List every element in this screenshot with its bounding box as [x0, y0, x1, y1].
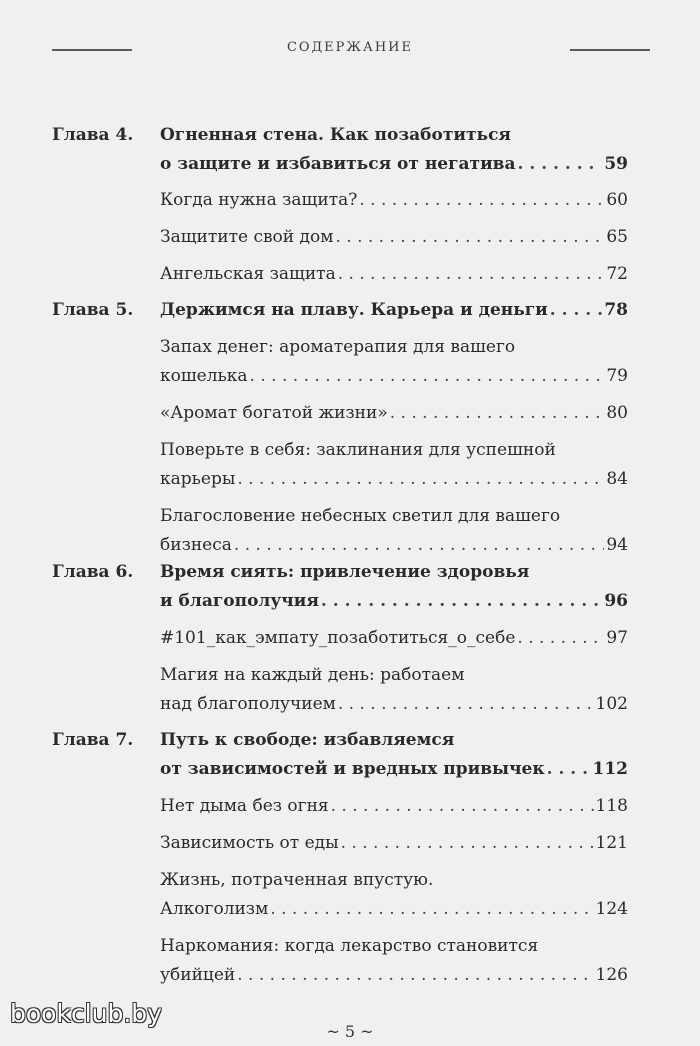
toc-page-number: 97 [606, 628, 628, 648]
toc-entry-line-with-page [160, 264, 628, 284]
toc-entry-line [160, 730, 628, 750]
toc-page-number: 60 [606, 190, 628, 210]
header-rule-right [570, 49, 650, 51]
toc-page-number: 59 [604, 154, 628, 174]
toc-entry-text: Нет дыма без огня [160, 796, 329, 816]
dot-leader [517, 628, 604, 648]
chapter-label: Глава 5. [52, 300, 134, 320]
toc-entry-line-with-page [160, 190, 628, 210]
toc-entry-text: кошелька [160, 366, 248, 386]
toc-entry-text: бизнеса [160, 535, 232, 555]
dot-leader [338, 264, 605, 284]
toc-entry-line-with-page [160, 535, 628, 555]
toc-entry-line [160, 337, 628, 357]
toc-entry-line-with-page [160, 796, 628, 816]
toc-entry-line [160, 440, 628, 460]
dot-leader [250, 366, 605, 386]
toc-entry-line [160, 870, 628, 890]
toc-entry-line-with-page [160, 694, 628, 714]
dot-leader [270, 899, 593, 919]
dot-leader [234, 535, 604, 555]
toc-entry-line-with-page [160, 759, 628, 779]
toc-page-number: 84 [606, 469, 628, 489]
toc-page-number: 94 [606, 535, 628, 555]
toc-entry-text: от зависимостей и вредных привычек [160, 759, 545, 779]
toc-page-number: 78 [604, 300, 628, 320]
dot-leader [550, 300, 603, 320]
toc-entry-line-with-page [160, 469, 628, 489]
chapter-label: Глава 6. [52, 562, 134, 582]
toc-entry-line-with-page [160, 403, 628, 423]
dot-leader [237, 965, 593, 985]
toc-entry-text: «Аромат богатой жизни» [160, 403, 388, 423]
toc-page-number: 124 [595, 899, 628, 919]
toc-entry-line-with-page [160, 154, 628, 174]
toc-entry-line-with-page [160, 227, 628, 247]
toc-entry-text: Ангельская защита [160, 264, 336, 284]
toc-entry-line [160, 125, 628, 145]
toc-page-number: 118 [595, 796, 628, 816]
toc-entry-text: убийцей [160, 965, 236, 985]
dot-leader [341, 833, 594, 853]
toc-entry-text: карьеры [160, 469, 236, 489]
toc-entry-text: Зависимость от еды [160, 833, 339, 853]
toc-entry-text: Путь к свободе: избавляемся [160, 730, 455, 750]
page-number: ~ 5 ~ [326, 1022, 374, 1041]
toc-entry-text: Поверьте в себя: заклинания для успешной [160, 440, 556, 460]
toc-entry-text: Запах денег: ароматерапия для вашего [160, 337, 516, 357]
toc-entry-line-with-page [160, 833, 628, 853]
toc-entry-line [160, 506, 628, 526]
dot-leader [518, 154, 603, 174]
toc-entry-line-with-page [160, 628, 628, 648]
dot-leader [331, 796, 594, 816]
dot-leader [321, 591, 602, 611]
toc-entry-text: и благополучия [160, 591, 319, 611]
toc-entry-text: Когда нужна защита? [160, 190, 358, 210]
toc-page-number: 72 [606, 264, 628, 284]
dot-leader [390, 403, 605, 423]
toc-entry-line-with-page [160, 899, 628, 919]
toc-entry-line-with-page [160, 366, 628, 386]
toc-page-number: 102 [595, 694, 628, 714]
toc-entry-line [160, 665, 628, 685]
toc-entry-text: Наркомания: когда лекарство становится [160, 936, 539, 956]
page-header [0, 40, 700, 60]
toc-entry-text: Защитите свой дом [160, 227, 334, 247]
toc-entry-line-with-page [160, 300, 628, 320]
toc-page-number: 126 [595, 965, 628, 985]
watermark-logo: bookclub.by [10, 999, 162, 1028]
toc-entry-text: Алкоголизм [160, 899, 269, 919]
toc-entry-text: Огненная стена. Как позаботиться [160, 125, 511, 145]
toc-entry-text: Благословение небесных светил для вашего [160, 506, 561, 526]
toc-page-number: 79 [606, 366, 628, 386]
toc-entry-text: Держимся на плаву. Карьера и деньги [160, 300, 548, 320]
chapter-label: Глава 7. [52, 730, 134, 750]
dot-leader [237, 469, 604, 489]
toc-entry-text: над благополучием [160, 694, 336, 714]
toc-page-number: 80 [606, 403, 628, 423]
toc-entry-text: о защите и избавиться от негатива [160, 154, 516, 174]
toc-entry-text: Жизнь, потраченная впустую. [160, 870, 434, 890]
toc-entry-text: Время сиять: привлечение здоровья [160, 562, 530, 582]
toc-page-number: 96 [604, 591, 628, 611]
toc-entry-text: #101_как_эмпату_позаботиться_о_себе [160, 628, 516, 648]
toc-page-number: 121 [595, 833, 628, 853]
toc-page-number: 112 [592, 759, 628, 779]
toc-entry-text: Магия на каждый день: работаем [160, 665, 465, 685]
toc-entry-line [160, 936, 628, 956]
toc-entry-line-with-page [160, 965, 628, 985]
dot-leader [359, 190, 604, 210]
toc-page-number: 65 [606, 227, 628, 247]
dot-leader [547, 759, 591, 779]
dot-leader [335, 227, 604, 247]
toc-entry-line-with-page [160, 591, 628, 611]
page-title: СОДЕРЖАНИЕ [286, 40, 414, 55]
chapter-label: Глава 4. [52, 125, 134, 145]
toc-entry-line [160, 562, 628, 582]
dot-leader [338, 694, 594, 714]
